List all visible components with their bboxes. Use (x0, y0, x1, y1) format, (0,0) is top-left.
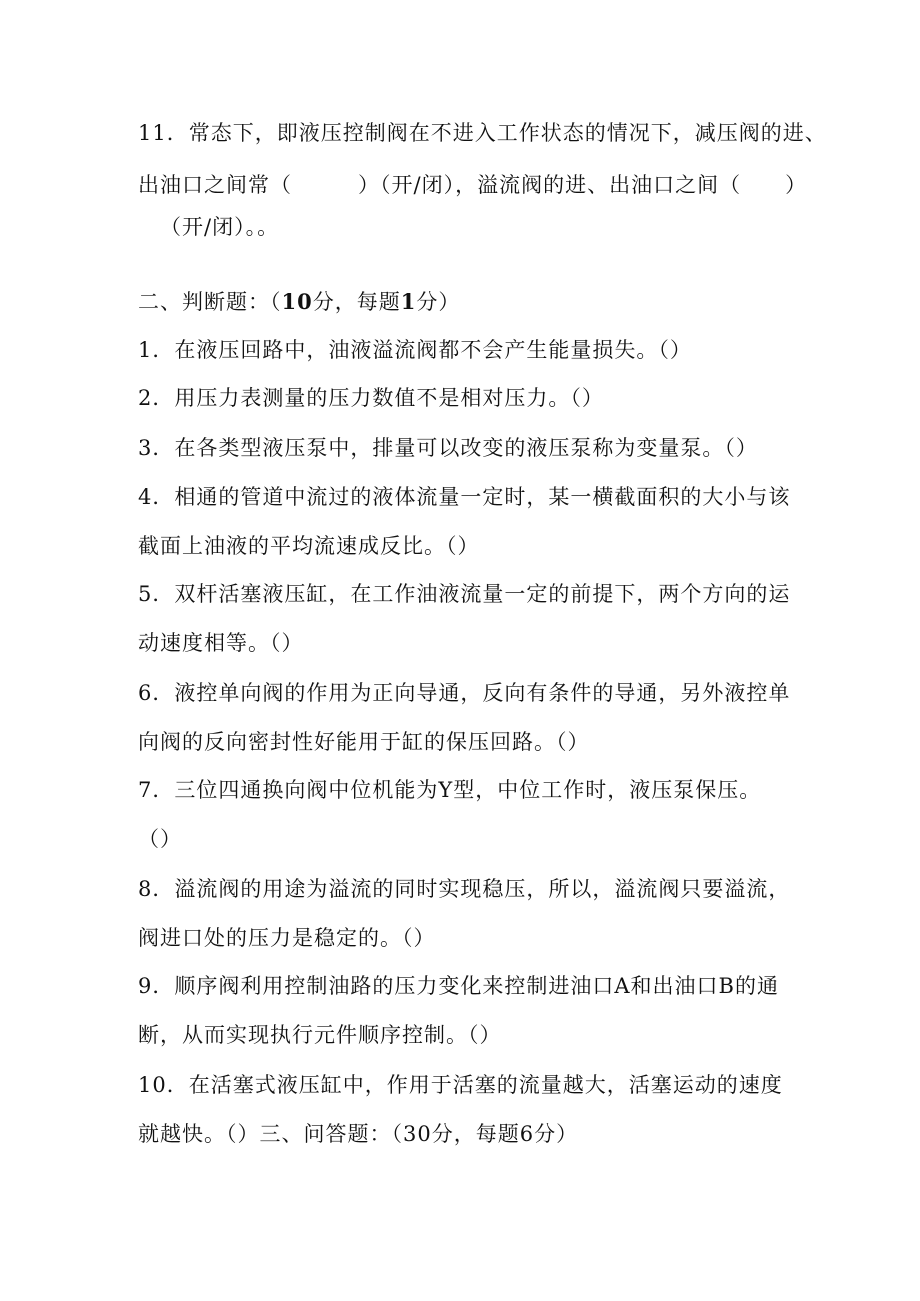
judge-q2: 2．用压力表测量的压力数值不是相对压力。（） (138, 386, 604, 410)
judge-q7-line-1: 7．三位四通换向阀中位机能为Y型，中位工作时，液压泵保压。 (138, 778, 762, 802)
judge-q5-line-1: 5．双杆活塞液压缸，在工作油液流量一定的前提下，两个方向的运 (138, 582, 791, 606)
q11-line-1: 11．常态下，即液压控制阀在不进入工作状态的情况下，减压阀的进、 (138, 121, 827, 145)
judge-q5-line-2: 动速度相等。（） (138, 631, 304, 655)
section-2-prefix: 二、判断题：（ (138, 290, 282, 314)
section-2-mid: 分，每题 (312, 290, 401, 314)
judge-q10-line-1: 10．在活塞式液压缸中，作用于活塞的流量越大，活塞运动的速度 (138, 1073, 783, 1097)
judge-q3: 3．在各类型液压泵中，排量可以改变的液压泵称为变量泵。（） (138, 436, 758, 460)
judge-q1: 1．在液压回路中，油液溢流阀都不会产生能量损失。（） (138, 338, 692, 362)
judge-q8-line-2: 阀进口处的压力是稳定的。（） (138, 926, 436, 950)
section-2-each: 1 (400, 289, 417, 314)
judge-q7-line-2: （） (138, 827, 182, 851)
judge-q4-line-1: 4．相通的管道中流过的液体流量一定时，某一横截面积的大小与该 (138, 485, 791, 509)
q11-line-3: （开/闭）。。 (160, 215, 280, 239)
judge-q6-line-2: 向阀的反向密封性好能用于缸的保压回路。（） (138, 730, 590, 754)
judge-q9-line-2: 断，从而实现执行元件顺序控制。（） (138, 1023, 502, 1047)
judge-q9-line-1: 9．顺序阀利用控制油路的压力变化来控制进油口A和出油口B的通 (138, 974, 779, 998)
judge-q10-line-2: 就越快。（）三、问答题：（30分，每题6分） (138, 1122, 579, 1146)
judge-q4-line-2: 截面上油液的平均流速成反比。（） (138, 534, 480, 558)
judge-q6-line-1: 6．液控单向阀的作用为正向导通，反向有条件的导通，另外液控单 (138, 681, 791, 705)
section-2-heading (138, 289, 460, 315)
judge-q8-line-1: 8．溢流阀的用途为溢流的同时实现稳压，所以，溢流阀只要溢流， (138, 877, 791, 901)
section-2-suffix: 分） (416, 290, 461, 314)
q11-line-2: 出油口之间常（ ）（开/闭），溢流阀的进、出油口之间（ ） (138, 173, 808, 197)
section-2-points: 10 (281, 289, 313, 314)
